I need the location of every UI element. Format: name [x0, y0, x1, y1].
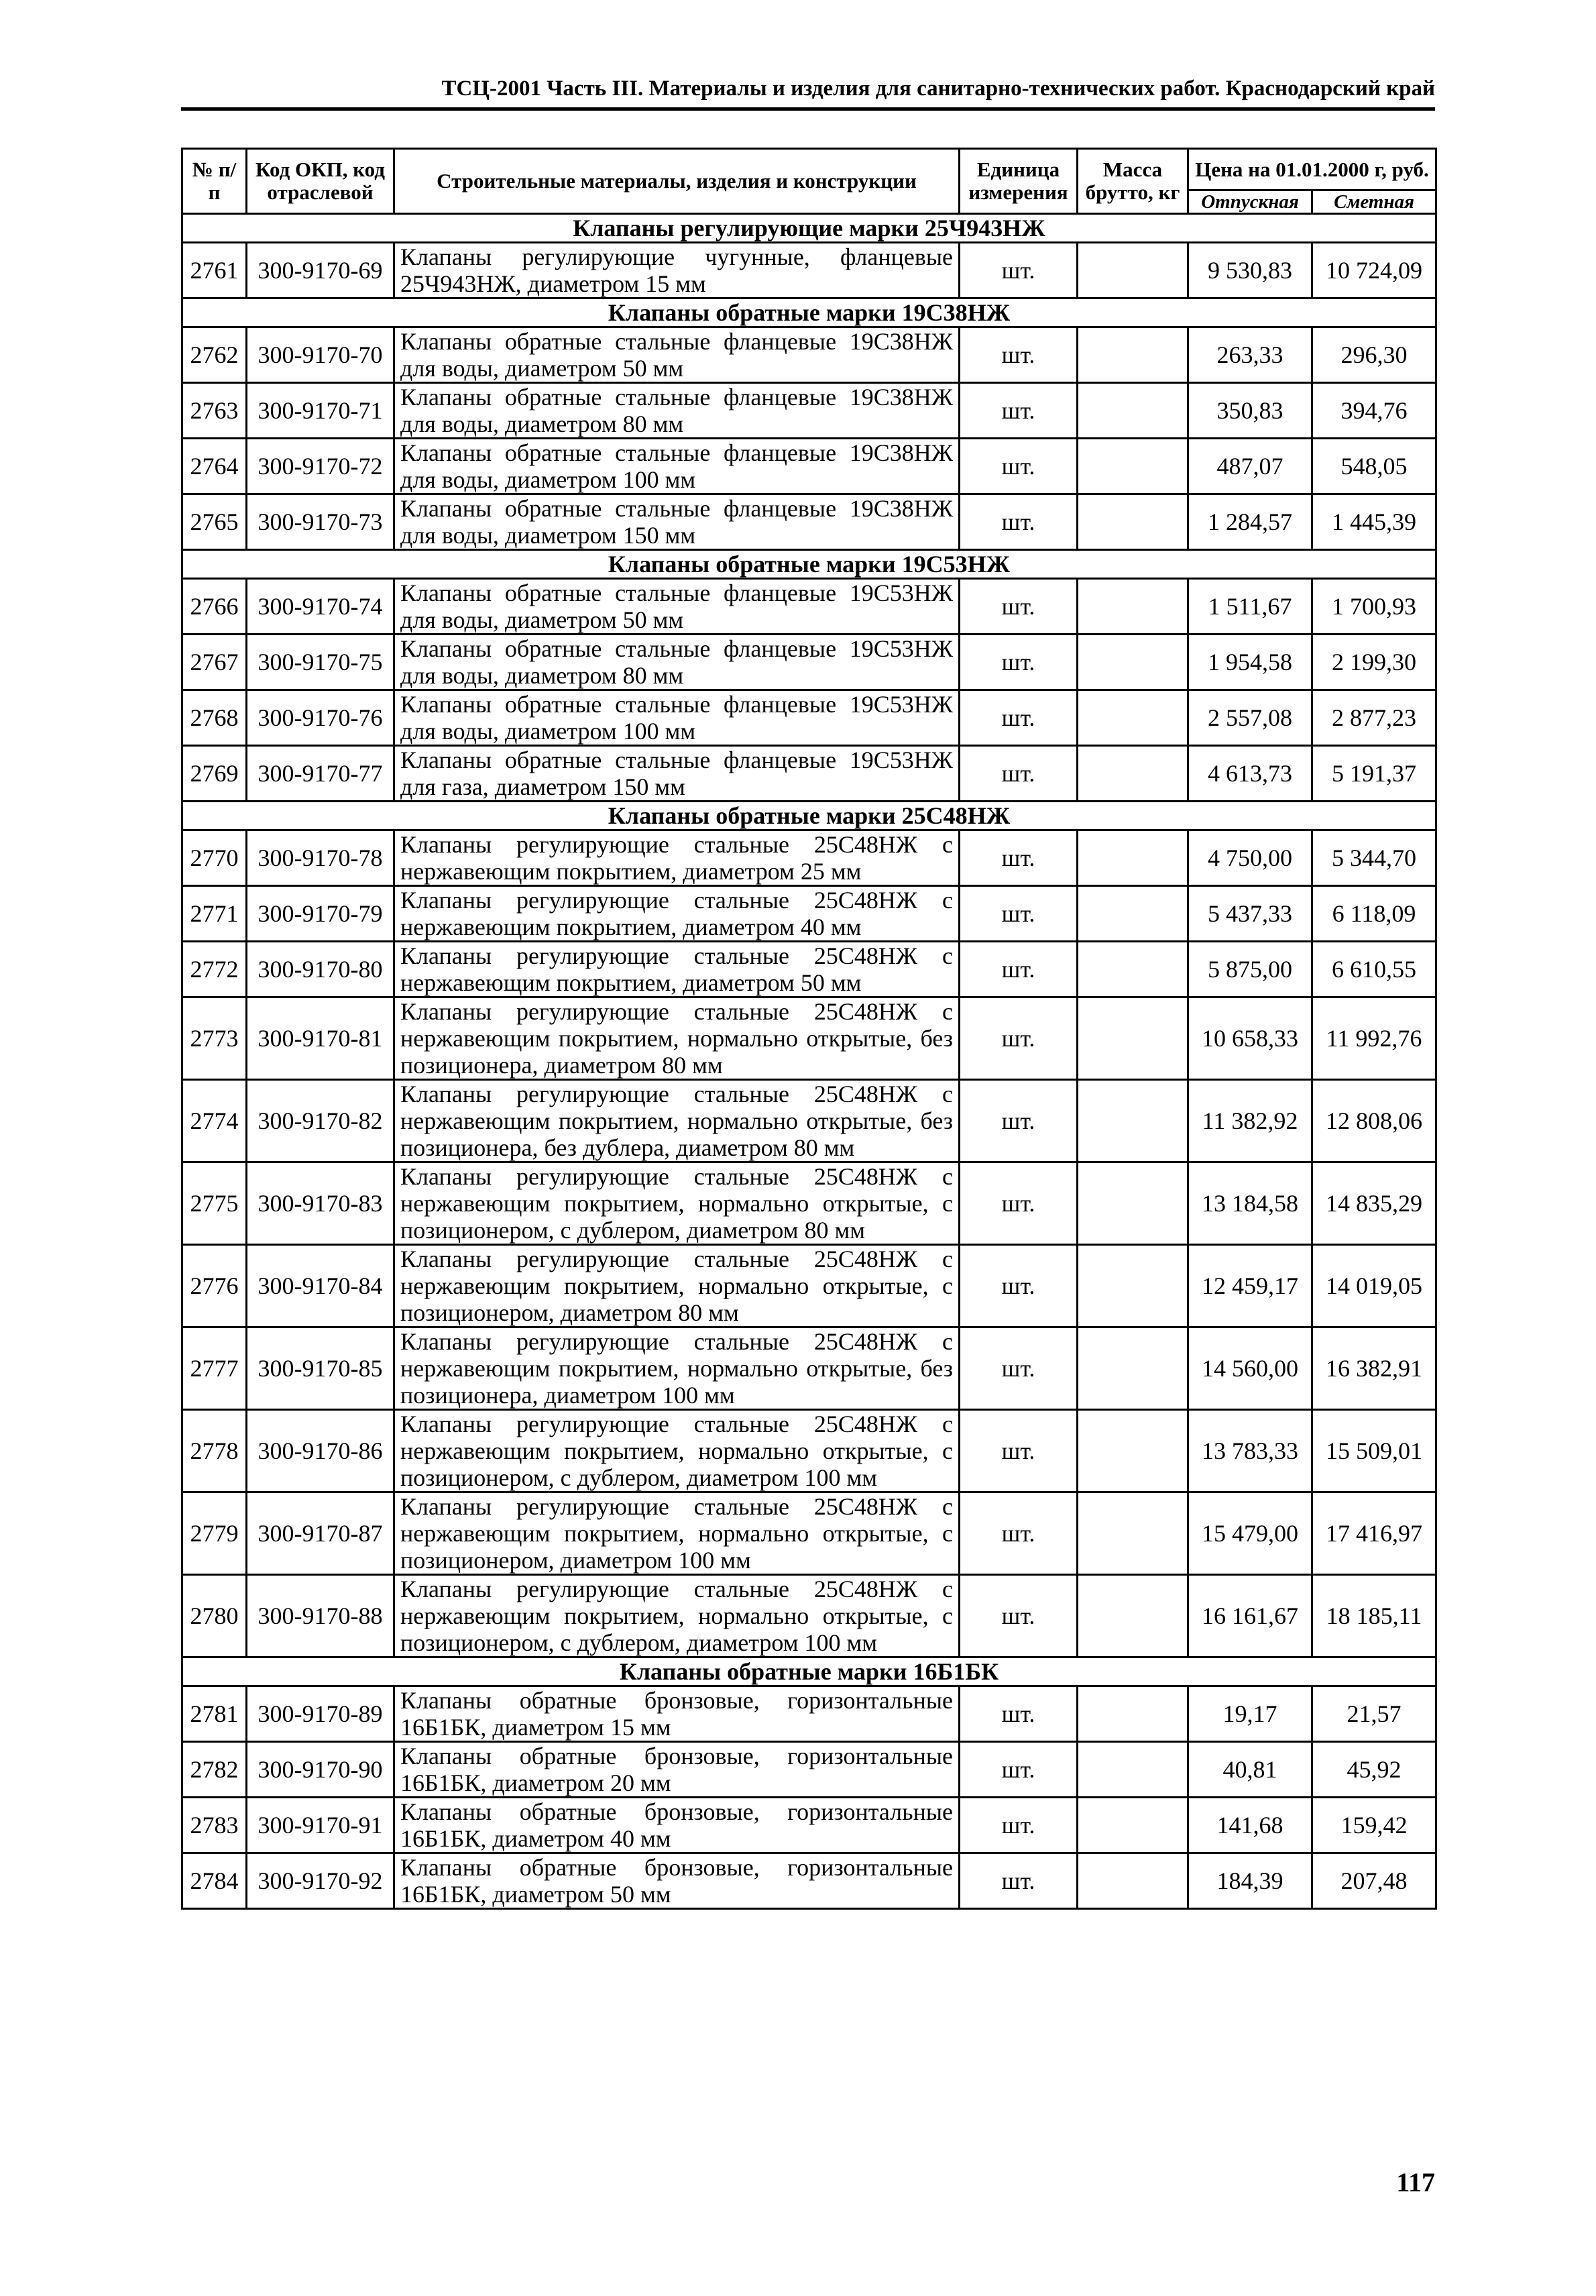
- table-row: [182, 327, 1436, 383]
- table-row: [182, 1080, 1436, 1162]
- row-number: 2783: [182, 1798, 247, 1853]
- okp-code: 300-9170-87: [247, 1492, 394, 1575]
- estimate-price: 14 019,05: [1312, 1245, 1436, 1327]
- release-price: 487,07: [1188, 439, 1312, 494]
- release-price: 12 459,17: [1188, 1245, 1312, 1327]
- okp-code: 300-9170-85: [247, 1327, 394, 1410]
- okp-code: 300-9170-80: [247, 942, 394, 997]
- mass-cell: [1078, 1492, 1188, 1575]
- unit-cell: шт.: [960, 383, 1078, 439]
- row-number: 2784: [182, 1853, 247, 1909]
- estimate-price: 18 185,11: [1312, 1575, 1436, 1657]
- release-price: 19,17: [1188, 1686, 1312, 1742]
- row-number: 2776: [182, 1245, 247, 1327]
- unit-cell: шт.: [960, 1327, 1078, 1410]
- item-name: Клапаны регулирующие стальные 25С48НЖ с нержавеющим покрытием, диаметром 25 мм: [394, 830, 960, 886]
- okp-code: 300-9170-73: [247, 494, 394, 550]
- row-number: 2770: [182, 830, 247, 886]
- item-name: Клапаны регулирующие стальные 25С48НЖ с нержавеющим покрытием, нормально открытые, без позиционера, без дублера, диаметром 80 мм: [394, 1080, 960, 1162]
- estimate-price: 10 724,09: [1312, 243, 1436, 298]
- estimate-price: 6 118,09: [1312, 886, 1436, 942]
- release-price: 1 284,57: [1188, 494, 1312, 550]
- row-number: 2779: [182, 1492, 247, 1575]
- unit-cell: шт.: [960, 1686, 1078, 1742]
- estimate-price: 2 877,23: [1312, 690, 1436, 746]
- okp-code: 300-9170-71: [247, 383, 394, 439]
- mass-cell: [1078, 243, 1188, 298]
- table-row: [182, 494, 1436, 550]
- unit-cell: шт.: [960, 886, 1078, 942]
- mass-cell: [1078, 746, 1188, 802]
- item-name: Клапаны регулирующие стальные 25С48НЖ с нержавеющим покрытием, нормально открытые, с позиционером, с дублером, диаметром 100 мм: [394, 1410, 960, 1492]
- mass-cell: [1078, 942, 1188, 997]
- okp-code: 300-9170-90: [247, 1742, 394, 1798]
- section-title: Клапаны регулирующие марки 25Ч943НЖ: [182, 214, 1436, 243]
- estimate-price: 207,48: [1312, 1853, 1436, 1909]
- running-header: ТСЦ-2001 Часть III. Материалы и изделия для санитарно-технических работ. Краснодарский край: [181, 72, 1435, 111]
- table-row: [182, 1742, 1436, 1798]
- unit-cell: шт.: [960, 1080, 1078, 1162]
- estimate-price: 5 344,70: [1312, 830, 1436, 886]
- item-name: Клапаны обратные стальные фланцевые 19С38НЖ для воды, диаметром 100 мм: [394, 439, 960, 494]
- estimate-price: 21,57: [1312, 1686, 1436, 1742]
- estimate-price: 1 445,39: [1312, 494, 1436, 550]
- okp-code: 300-9170-84: [247, 1245, 394, 1327]
- okp-code: 300-9170-72: [247, 439, 394, 494]
- table-row: [182, 886, 1436, 942]
- row-number: 2769: [182, 746, 247, 802]
- item-name: Клапаны регулирующие стальные 25С48НЖ с нержавеющим покрытием, нормально открытые, с позиционером, с дублером, диаметром 100 мм: [394, 1575, 960, 1657]
- row-number: 2763: [182, 383, 247, 439]
- row-number: 2775: [182, 1162, 247, 1245]
- estimate-price: 2 199,30: [1312, 635, 1436, 690]
- mass-cell: [1078, 439, 1188, 494]
- table-row: [182, 1575, 1436, 1657]
- table-row: [182, 1162, 1436, 1245]
- column-header-mass: Масса брутто, кг: [1078, 149, 1188, 214]
- table-header: [182, 149, 1436, 214]
- mass-cell: [1078, 830, 1188, 886]
- table-row: [182, 997, 1436, 1080]
- mass-cell: [1078, 1410, 1188, 1492]
- release-price: 16 161,67: [1188, 1575, 1312, 1657]
- estimate-price: 45,92: [1312, 1742, 1436, 1798]
- unit-cell: шт.: [960, 997, 1078, 1080]
- item-name: Клапаны регулирующие стальные 25С48НЖ с нержавеющим покрытием, нормально открытые, без позиционера, диаметром 100 мм: [394, 1327, 960, 1410]
- okp-code: 300-9170-76: [247, 690, 394, 746]
- okp-code: 300-9170-74: [247, 579, 394, 635]
- release-price: 4 613,73: [1188, 746, 1312, 802]
- section-title: Клапаны обратные марки 25С48НЖ: [182, 802, 1436, 830]
- row-number: 2778: [182, 1410, 247, 1492]
- unit-cell: шт.: [960, 1492, 1078, 1575]
- item-name: Клапаны обратные стальные фланцевые 19С53НЖ для воды, диаметром 80 мм: [394, 635, 960, 690]
- release-price: 5 437,33: [1188, 886, 1312, 942]
- row-number: 2762: [182, 327, 247, 383]
- section-row: [182, 214, 1436, 243]
- unit-cell: шт.: [960, 1575, 1078, 1657]
- release-price: 2 557,08: [1188, 690, 1312, 746]
- section-title: Клапаны обратные марки 19С38НЖ: [182, 298, 1436, 327]
- mass-cell: [1078, 690, 1188, 746]
- unit-cell: шт.: [960, 1410, 1078, 1492]
- unit-cell: шт.: [960, 439, 1078, 494]
- release-price: 11 382,92: [1188, 1080, 1312, 1162]
- mass-cell: [1078, 886, 1188, 942]
- table-row: [182, 383, 1436, 439]
- mass-cell: [1078, 1686, 1188, 1742]
- table-row: [182, 830, 1436, 886]
- column-header-num: № п/п: [182, 149, 247, 214]
- okp-code: 300-9170-78: [247, 830, 394, 886]
- row-number: 2767: [182, 635, 247, 690]
- row-number: 2766: [182, 579, 247, 635]
- release-price: 14 560,00: [1188, 1327, 1312, 1410]
- table-row: [182, 635, 1436, 690]
- mass-cell: [1078, 1742, 1188, 1798]
- mass-cell: [1078, 383, 1188, 439]
- okp-code: 300-9170-92: [247, 1853, 394, 1909]
- item-name: Клапаны регулирующие стальные 25С48НЖ с нержавеющим покрытием, нормально открытые, с позиционером, диаметром 100 мм: [394, 1492, 960, 1575]
- okp-code: 300-9170-69: [247, 243, 394, 298]
- estimate-price: 12 808,06: [1312, 1080, 1436, 1162]
- row-number: 2761: [182, 243, 247, 298]
- okp-code: 300-9170-86: [247, 1410, 394, 1492]
- table-row: [182, 1798, 1436, 1853]
- estimate-price: 15 509,01: [1312, 1410, 1436, 1492]
- column-header-name: Строительные материалы, изделия и конструкции: [394, 149, 960, 214]
- estimate-price: 17 416,97: [1312, 1492, 1436, 1575]
- unit-cell: шт.: [960, 1162, 1078, 1245]
- table-row: [182, 243, 1436, 298]
- item-name: Клапаны регулирующие стальные 25С48НЖ с нержавеющим покрытием, диаметром 50 мм: [394, 942, 960, 997]
- okp-code: 300-9170-70: [247, 327, 394, 383]
- item-name: Клапаны обратные стальные фланцевые 19С38НЖ для воды, диаметром 80 мм: [394, 383, 960, 439]
- mass-cell: [1078, 1080, 1188, 1162]
- mass-cell: [1078, 1162, 1188, 1245]
- table-row: [182, 1410, 1436, 1492]
- estimate-price: 1 700,93: [1312, 579, 1436, 635]
- column-header-code: Код ОКП, код отраслевой: [247, 149, 394, 214]
- item-name: Клапаны регулирующие стальные 25С48НЖ с нержавеющим покрытием, нормально открытые, с позиционером, с дублером, диаметром 80 мм: [394, 1162, 960, 1245]
- mass-cell: [1078, 494, 1188, 550]
- release-price: 5 875,00: [1188, 942, 1312, 997]
- item-name: Клапаны обратные бронзовые, горизонтальные 16Б1БК, диаметром 40 мм: [394, 1798, 960, 1853]
- unit-cell: шт.: [960, 579, 1078, 635]
- release-price: 10 658,33: [1188, 997, 1312, 1080]
- okp-code: 300-9170-82: [247, 1080, 394, 1162]
- row-number: 2774: [182, 1080, 247, 1162]
- estimate-price: 394,76: [1312, 383, 1436, 439]
- section-title: Клапаны обратные марки 19С53НЖ: [182, 550, 1436, 579]
- column-header-unit: Единица измерения: [960, 149, 1078, 214]
- unit-cell: шт.: [960, 746, 1078, 802]
- release-price: 40,81: [1188, 1742, 1312, 1798]
- mass-cell: [1078, 1245, 1188, 1327]
- estimate-price: 16 382,91: [1312, 1327, 1436, 1410]
- table-row: [182, 1245, 1436, 1327]
- unit-cell: шт.: [960, 1245, 1078, 1327]
- mass-cell: [1078, 997, 1188, 1080]
- okp-code: 300-9170-81: [247, 997, 394, 1080]
- row-number: 2781: [182, 1686, 247, 1742]
- unit-cell: шт.: [960, 1742, 1078, 1798]
- release-price: 15 479,00: [1188, 1492, 1312, 1575]
- release-price: 13 184,58: [1188, 1162, 1312, 1245]
- okp-code: 300-9170-79: [247, 886, 394, 942]
- mass-cell: [1078, 1798, 1188, 1853]
- okp-code: 300-9170-89: [247, 1686, 394, 1742]
- release-price: 1 511,67: [1188, 579, 1312, 635]
- estimate-price: 296,30: [1312, 327, 1436, 383]
- unit-cell: шт.: [960, 635, 1078, 690]
- unit-cell: шт.: [960, 1853, 1078, 1909]
- okp-code: 300-9170-75: [247, 635, 394, 690]
- mass-cell: [1078, 579, 1188, 635]
- price-table: [181, 148, 1437, 1910]
- mass-cell: [1078, 1853, 1188, 1909]
- estimate-price: 548,05: [1312, 439, 1436, 494]
- release-price: 4 750,00: [1188, 830, 1312, 886]
- row-number: 2771: [182, 886, 247, 942]
- okp-code: 300-9170-77: [247, 746, 394, 802]
- section-row: [182, 298, 1436, 327]
- item-name: Клапаны обратные стальные фланцевые 19С53НЖ для газа, диаметром 150 мм: [394, 746, 960, 802]
- item-name: Клапаны регулирующие чугунные, фланцевые 25Ч943НЖ, диаметром 15 мм: [394, 243, 960, 298]
- table-row: [182, 746, 1436, 802]
- mass-cell: [1078, 635, 1188, 690]
- item-name: Клапаны обратные бронзовые, горизонтальные 16Б1БК, диаметром 20 мм: [394, 1742, 960, 1798]
- section-row: [182, 802, 1436, 830]
- estimate-price: 14 835,29: [1312, 1162, 1436, 1245]
- unit-cell: шт.: [960, 942, 1078, 997]
- estimate-price: 5 191,37: [1312, 746, 1436, 802]
- row-number: 2768: [182, 690, 247, 746]
- item-name: Клапаны обратные стальные фланцевые 19С38НЖ для воды, диаметром 150 мм: [394, 494, 960, 550]
- mass-cell: [1078, 327, 1188, 383]
- unit-cell: шт.: [960, 690, 1078, 746]
- table-row: [182, 1327, 1436, 1410]
- okp-code: 300-9170-83: [247, 1162, 394, 1245]
- okp-code: 300-9170-88: [247, 1575, 394, 1657]
- row-number: 2782: [182, 1742, 247, 1798]
- section-row: [182, 1657, 1436, 1686]
- item-name: Клапаны обратные стальные фланцевые 19С53НЖ для воды, диаметром 50 мм: [394, 579, 960, 635]
- column-header-price: Цена на 01.01.2000 г, руб.: [1188, 149, 1436, 190]
- item-name: Клапаны регулирующие стальные 25С48НЖ с нержавеющим покрытием, нормально открытые, без позиционера, диаметром 80 мм: [394, 997, 960, 1080]
- page-number: 117: [1396, 2167, 1435, 2197]
- table-body: [182, 214, 1436, 1909]
- unit-cell: шт.: [960, 243, 1078, 298]
- unit-cell: шт.: [960, 830, 1078, 886]
- okp-code: 300-9170-91: [247, 1798, 394, 1853]
- table-row: [182, 1853, 1436, 1909]
- row-number: 2772: [182, 942, 247, 997]
- estimate-price: 11 992,76: [1312, 997, 1436, 1080]
- table-row: [182, 579, 1436, 635]
- section-title: Клапаны обратные марки 16Б1БК: [182, 1657, 1436, 1686]
- release-price: 350,83: [1188, 383, 1312, 439]
- column-header-price-release: Отпускная: [1188, 190, 1312, 214]
- table-row: [182, 1686, 1436, 1742]
- release-price: 141,68: [1188, 1798, 1312, 1853]
- estimate-price: 159,42: [1312, 1798, 1436, 1853]
- release-price: 13 783,33: [1188, 1410, 1312, 1492]
- table-row: [182, 690, 1436, 746]
- release-price: 184,39: [1188, 1853, 1312, 1909]
- release-price: 1 954,58: [1188, 635, 1312, 690]
- item-name: Клапаны обратные стальные фланцевые 19С53НЖ для воды, диаметром 100 мм: [394, 690, 960, 746]
- unit-cell: шт.: [960, 1798, 1078, 1853]
- item-name: Клапаны обратные бронзовые, горизонтальные 16Б1БК, диаметром 15 мм: [394, 1686, 960, 1742]
- item-name: Клапаны регулирующие стальные 25С48НЖ с нержавеющим покрытием, диаметром 40 мм: [394, 886, 960, 942]
- release-price: 263,33: [1188, 327, 1312, 383]
- table-row: [182, 1492, 1436, 1575]
- unit-cell: шт.: [960, 494, 1078, 550]
- item-name: Клапаны обратные бронзовые, горизонтальные 16Б1БК, диаметром 50 мм: [394, 1853, 960, 1909]
- section-row: [182, 550, 1436, 579]
- column-header-price-estimate: Сметная: [1312, 190, 1436, 214]
- row-number: 2773: [182, 997, 247, 1080]
- mass-cell: [1078, 1575, 1188, 1657]
- release-price: 9 530,83: [1188, 243, 1312, 298]
- table-row: [182, 439, 1436, 494]
- estimate-price: 6 610,55: [1312, 942, 1436, 997]
- item-name: Клапаны обратные стальные фланцевые 19С38НЖ для воды, диаметром 50 мм: [394, 327, 960, 383]
- mass-cell: [1078, 1327, 1188, 1410]
- row-number: 2777: [182, 1327, 247, 1410]
- row-number: 2780: [182, 1575, 247, 1657]
- unit-cell: шт.: [960, 327, 1078, 383]
- table-row: [182, 942, 1436, 997]
- row-number: 2764: [182, 439, 247, 494]
- row-number: 2765: [182, 494, 247, 550]
- item-name: Клапаны регулирующие стальные 25С48НЖ с нержавеющим покрытием, нормально открытые, с позиционером, диаметром 80 мм: [394, 1245, 960, 1327]
